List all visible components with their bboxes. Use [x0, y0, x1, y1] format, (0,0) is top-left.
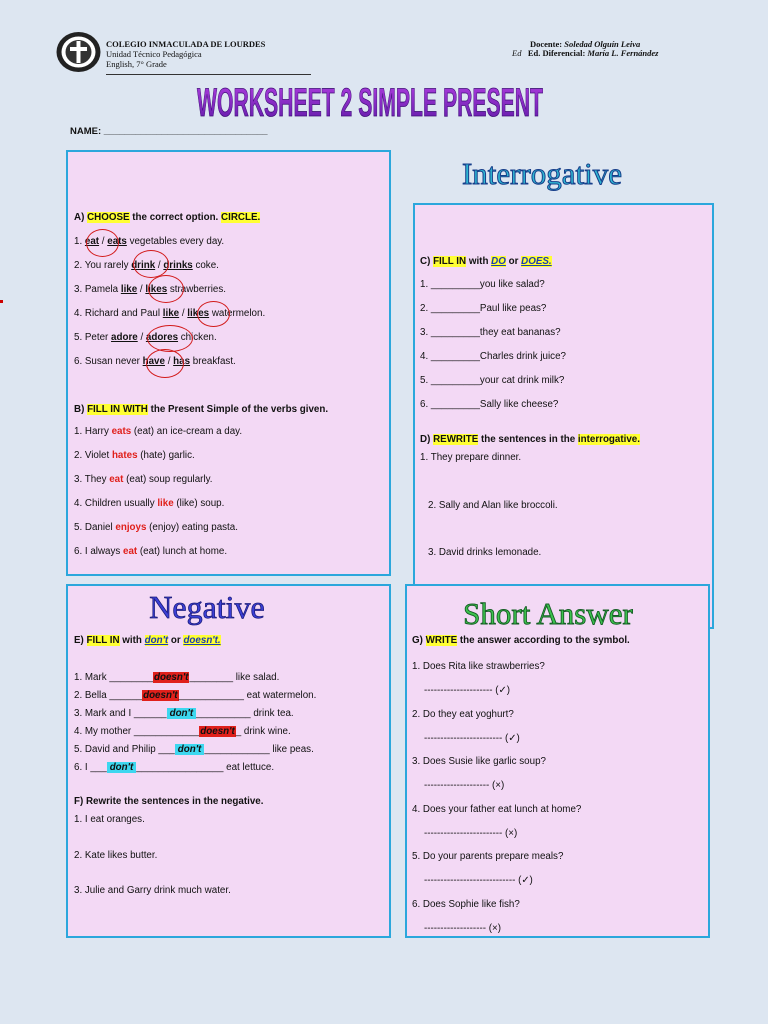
section-b-item: 1. Harry eats (eat) an ice-cream a day.: [74, 426, 243, 437]
special-line: Ed Ed. Diferencial: María L. Fernández: [512, 48, 659, 58]
section-d-item: 2. Sally and Alan like broccoli.: [428, 500, 558, 511]
answer-word: eat: [123, 546, 138, 557]
section-c-item: 5. _________your cat drink milk?: [420, 375, 565, 386]
option-word: like: [120, 284, 138, 295]
school-name: COLEGIO INMACULADA DE LOURDES: [106, 39, 266, 49]
option-word: eat: [84, 236, 100, 247]
box-sections-c-d: [413, 203, 714, 629]
section-e-item: 6. I ___ don't ________________ eat lettuce.: [74, 762, 275, 773]
answer-label: don't: [175, 744, 205, 755]
section-g-question: 4. Does your father eat lunch at home?: [412, 803, 582, 815]
section-b-item: 4. Children usually like (like) soup.: [74, 498, 225, 509]
option-word: likes: [187, 308, 210, 319]
section-f-item: 1. I eat oranges.: [74, 814, 145, 825]
section-e-instruction: E) FILL IN with don't or doesn't.: [74, 635, 221, 646]
worksheet-title: [196, 78, 544, 122]
svg-text:Short Answer: Short Answer: [463, 596, 633, 631]
section-g-answer-line: -------------------- (×): [424, 780, 505, 791]
section-f-item: 3. Julie and Garry drink much water.: [74, 885, 231, 896]
section-e-item: 5. David and Philip ___ don't ____________ like peas.: [74, 744, 314, 755]
section-a-item: 3. Pamela like / likes strawberries.: [74, 284, 226, 295]
name-field-label: NAME: _______________________________: [70, 126, 268, 137]
section-e-item: 3. Mark and I ______ don't __________ drink tea.: [74, 708, 294, 719]
section-a-item: 1. eat / eats vegetables every day.: [74, 236, 225, 247]
section-g-answer-line: --------------------- (✓): [424, 685, 510, 696]
answer-label: doesn't: [143, 690, 178, 701]
option-word: drinks: [163, 260, 193, 271]
section-c-item: 6. _________Sally like cheese?: [420, 399, 559, 410]
option-word: like: [162, 308, 180, 319]
svg-text:WORKSHEET 2 SIMPLE PRESENT: WORKSHEET 2 SIMPLE PRESENT: [197, 81, 543, 122]
section-g-answer-line: ---------------------------- (✓): [424, 875, 533, 886]
margin-mark: [0, 300, 3, 303]
option-word: likes: [145, 284, 168, 295]
section-a-item: 4. Richard and Paul like / likes watermelon.: [74, 308, 266, 319]
section-d-item: 3. David drinks lemonade.: [428, 547, 542, 558]
section-c-item: 1. _________you like salad?: [420, 279, 545, 290]
section-c-item: 2. _________Paul like peas?: [420, 303, 547, 314]
school-crest-icon: [55, 31, 102, 73]
section-g-question: 6. Does Sophie like fish?: [412, 898, 520, 910]
section-d-instruction: D) REWRITE the sentences in the interrogative.: [420, 434, 640, 445]
option-word: has: [173, 356, 191, 367]
section-g-answer-line: ------------------------ (×): [424, 827, 518, 839]
answer-circle-mark: [133, 250, 169, 278]
option-word: have: [142, 356, 165, 367]
section-b-item: 2. Violet hates (hate) garlic.: [74, 450, 195, 461]
answer-word: eat: [109, 474, 124, 485]
section-d-item: 1. They prepare dinner.: [420, 452, 522, 463]
section-c-item: 3. _________they eat bananas?: [420, 327, 561, 338]
answer-circle-mark: [148, 275, 184, 303]
section-b-instruction: B) FILL IN WITH the Present Simple of the verbs given.: [74, 404, 329, 415]
answer-circle-mark: [147, 325, 193, 352]
box-sections-e-f: [66, 584, 391, 938]
section-g-question: 1. Does Rita like strawberries?: [412, 661, 545, 672]
section-b-item: 5. Daniel enjoys (enjoy) eating pasta.: [74, 522, 238, 533]
section-a-item: 6. Susan never have / has breakfast.: [74, 356, 236, 367]
section-f-item: 2. Kate likes butter.: [74, 850, 158, 861]
svg-text:Interrogative: Interrogative: [461, 156, 623, 191]
section-g-question: 5. Do your parents prepare meals?: [412, 851, 564, 862]
answer-circle-mark: [197, 301, 230, 327]
section-g-instruction: G) WRITE the answer according to the symbol.: [412, 635, 630, 646]
answer-circle-mark: [146, 349, 184, 378]
heading-interrogative: [440, 152, 650, 192]
section-c-instruction: C) FILL IN with DO or DOES.: [420, 256, 552, 267]
school-grade: English, 7° Grade: [106, 59, 167, 69]
option-word: adore: [111, 332, 138, 343]
option-word: eats: [107, 236, 127, 247]
box-section-g: [405, 584, 710, 938]
section-g-question: 2. Do they eat yoghurt?: [412, 708, 514, 720]
svg-text:Negative: Negative: [149, 589, 265, 625]
section-e-item: 2. Bella ______doesn't____________ eat watermelon.: [74, 690, 317, 701]
answer-label: doesn't: [153, 672, 189, 683]
box-sections-a-b: [66, 150, 391, 576]
section-b-item: 3. They eat (eat) soup regularly.: [74, 474, 213, 485]
answer-word: like: [157, 498, 174, 509]
answer-label: don't: [167, 708, 197, 719]
section-f-instruction: F) Rewrite the sentences in the negative.: [74, 796, 264, 807]
section-a-item: 2. You rarely drink / drinks coke.: [74, 260, 219, 271]
section-g-answer-line: ------------------- (×): [424, 922, 501, 934]
heading-negative: [125, 586, 295, 626]
section-b-item: 6. I always eat (eat) lunch at home.: [74, 546, 228, 557]
answer-word: eats: [111, 426, 132, 437]
option-word: drink: [131, 260, 156, 271]
answer-circle-mark: [86, 229, 119, 257]
section-g-answer-line: ------------------------ (✓): [424, 732, 520, 744]
header-rule: [106, 74, 311, 75]
answer-word: enjoys: [115, 522, 147, 533]
answer-label: don't: [107, 762, 137, 773]
teacher-line: Docente: Soledad Olguín Leiva: [530, 39, 641, 49]
section-g-question: 3. Does Susie like garlic soup?: [412, 756, 546, 767]
school-unit: Unidad Técnico Pedagógica: [106, 49, 202, 59]
answer-word: hates: [111, 450, 138, 461]
section-e-item: 1. Mark ________doesn't________ like salad.: [74, 672, 280, 683]
section-e-item: 4. My mother ____________doesn't_ drink wine.: [74, 726, 291, 737]
answer-label: doesn't: [200, 726, 235, 737]
heading-short-answer: [445, 592, 655, 632]
section-a-instruction: A) CHOOSE the correct option. CIRCLE.: [74, 212, 261, 223]
option-word: adores: [145, 332, 179, 343]
section-a-item: 5. Peter adore / adores chicken.: [74, 332, 217, 343]
section-c-item: 4. _________Charles drink juice?: [420, 351, 566, 362]
